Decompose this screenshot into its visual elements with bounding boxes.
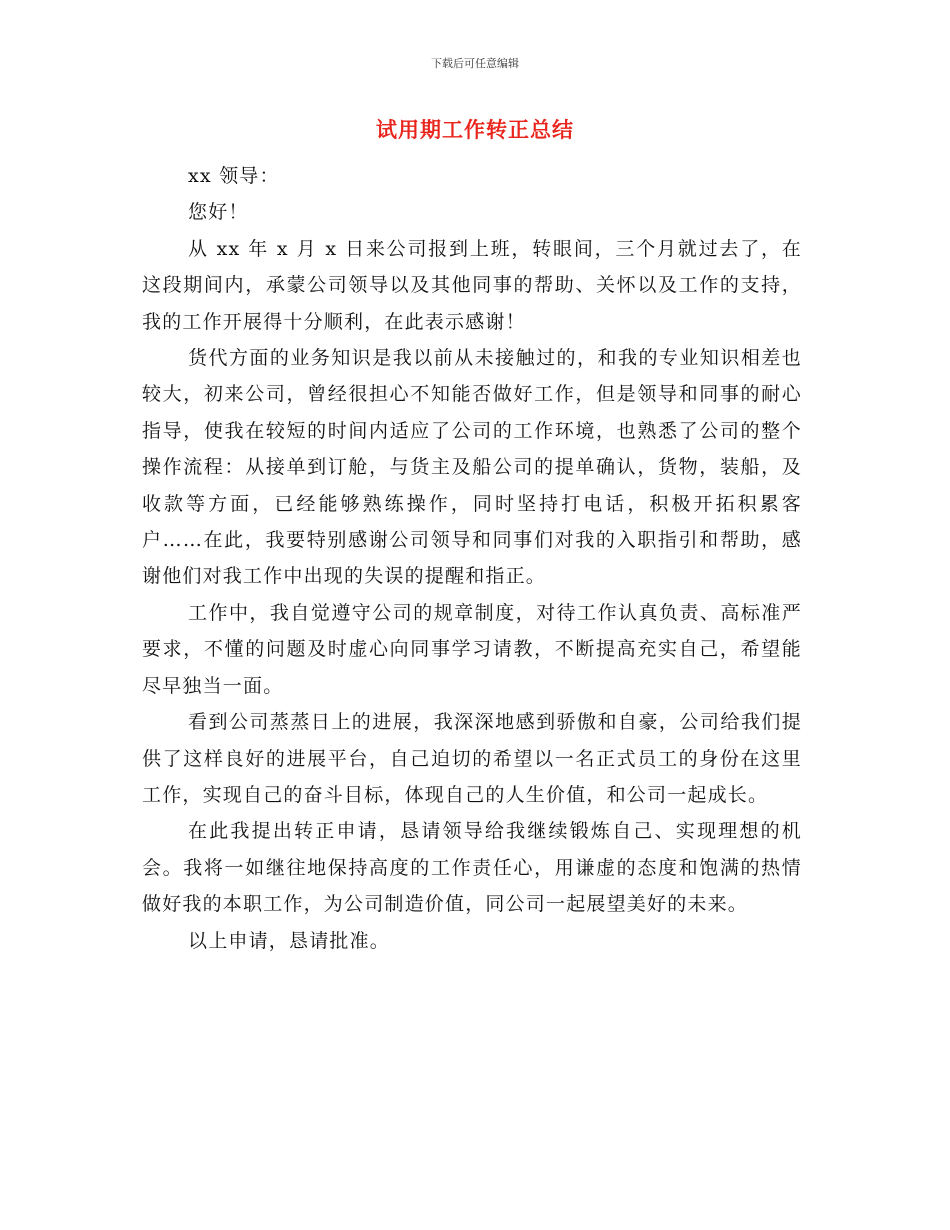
closing-request: 以上申请，恳请批准。 xyxy=(188,929,391,952)
body-paragraph: 工作中，我自觉遵守公司的规章制度，对待工作认真负责、高标准严要求，不懂的问题及时虚心向同事学习请教，不断提高充实自己，希望能尽早独当一面。 xyxy=(142,601,802,697)
body-paragraph: 看到公司蒸蒸日上的进展，我深深地感到骄傲和自豪，公司给我们提供了这样良好的进展平台，自己迫切的希望以一名正式员工的身份在这里工作，实现自己的奋斗目标，体现自己的人生价值，和公司一起成长。 xyxy=(142,711,802,806)
greeting: 您好！ xyxy=(188,201,249,224)
document-title: 试用期工作转正总结 xyxy=(376,117,574,142)
body-paragraph: 从 xx 年 x 月 x 日来公司报到上班，转眼间，三个月就过去了，在这段期间内，承蒙公司领导以及其他同事的帮助、关怀以及工作的支持，我的工作开展得十分顺利，在此表示感谢！ xyxy=(142,237,802,333)
body-paragraph: 在此我提出转正申请，恳请领导给我继续锻炼自己、实现理想的机会。我将一如继往地保持高度的工作责任心，用谦虚的态度和饱满的热情做好我的本职工作，为公司制造价值，同公司一起展望美好的未来。 xyxy=(142,820,802,916)
salutation: xx 领导： xyxy=(188,165,280,187)
document-body xyxy=(142,158,802,959)
body-paragraph: 货代方面的业务知识是我以前从未接触过的，和我的专业知识相差也较大，初来公司，曾经很担心不知能否做好工作，但是领导和同事的耐心指导，使我在较短的时间内适应了公司的工作环境，也熟悉了公司的整个操作流程：从接单到订舱，与货主及船公司的提单确认，货物，装船，及收款等方面，已经能够熟练操作，同时坚持打电话，积极开拓积累客户……在此，我要特别感谢公司领导和同事们对我的入职指引和帮助，感谢他们对我工作中出现的失误的提醒和指正。 xyxy=(142,347,802,588)
header-note: 下载后可任意编辑 xyxy=(431,57,519,70)
